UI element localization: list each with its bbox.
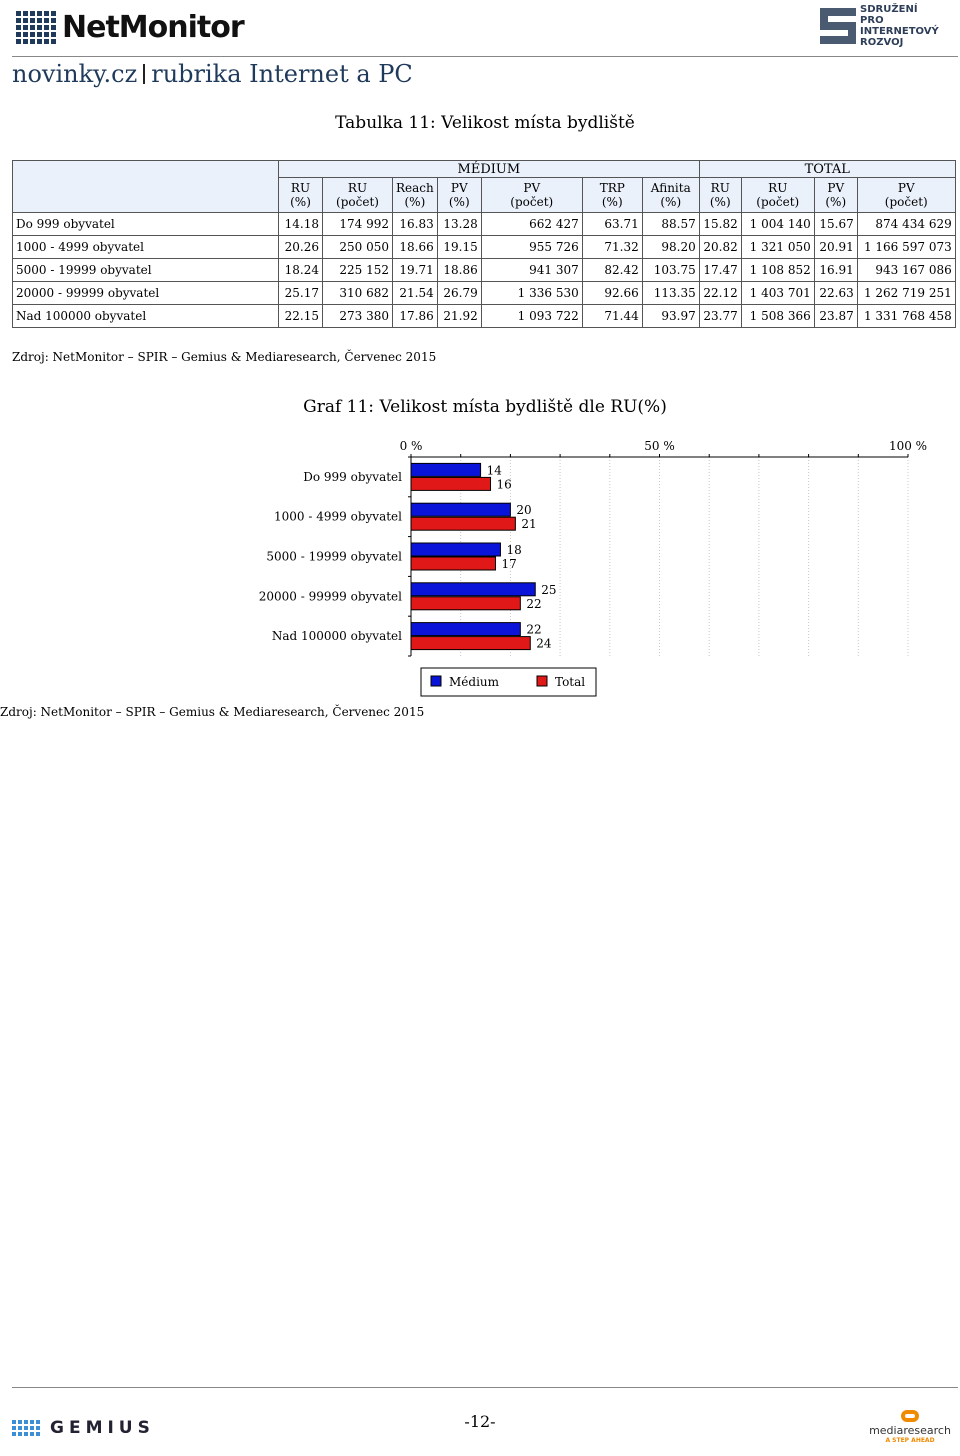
table-cell: 15.82 — [699, 213, 741, 236]
data-label: 14 — [486, 463, 502, 478]
data-label: 24 — [536, 636, 552, 651]
netmonitor-logo — [16, 6, 256, 48]
table-cell: 1 403 701 — [741, 282, 814, 305]
column-header-line: Afinita — [650, 181, 691, 195]
table-cell: 17.47 — [699, 259, 741, 282]
mediaresearch-logo-icon — [901, 1410, 919, 1422]
table-row — [13, 236, 956, 259]
table-cell: 23.87 — [814, 305, 857, 328]
table-cell: 874 434 629 — [857, 213, 955, 236]
column-header-line: (%) — [448, 195, 470, 209]
data-label: 17 — [501, 557, 517, 571]
table-row — [13, 259, 956, 282]
column-header-line: (%) — [290, 195, 311, 209]
table-cell: 225 152 — [323, 259, 393, 282]
bar — [411, 557, 495, 570]
table-cell: 1 093 722 — [481, 305, 582, 328]
data-label: 22 — [526, 622, 542, 637]
column-header-line: (%) — [404, 195, 426, 209]
category-label: 1000 - 4999 obyvatel — [274, 509, 402, 524]
table-body — [13, 213, 956, 328]
column-header-line: PV — [897, 181, 915, 195]
bar — [411, 463, 481, 476]
data-label: 18 — [506, 543, 522, 557]
category-label: 20000 - 99999 obyvatel — [258, 589, 402, 604]
column-header-line: PV — [827, 181, 845, 195]
table-cell: 82.42 — [582, 259, 642, 282]
row-label: Nad 100000 obyvatel — [13, 305, 279, 328]
table-cell: 1 336 530 — [481, 282, 582, 305]
table-cell: 1 004 140 — [741, 213, 814, 236]
table-cell: 22.63 — [814, 282, 857, 305]
footer-divider — [12, 1387, 958, 1388]
column-header-line: PV — [450, 181, 468, 195]
group-header-medium: MÉDIUM — [279, 161, 700, 178]
data-label: 16 — [496, 477, 512, 492]
legend-label: Total — [555, 675, 586, 689]
table-title: Tabulka 11: Velikost místa bydliště — [335, 113, 635, 133]
table-cell: 23.77 — [699, 305, 741, 328]
table-cell: 98.20 — [642, 236, 699, 259]
legend-label: Médium — [449, 675, 500, 689]
table-cell: 18.66 — [393, 236, 438, 259]
table-cell: 18.86 — [437, 259, 481, 282]
table-cell: 662 427 — [481, 213, 582, 236]
table-cell: 88.57 — [642, 213, 699, 236]
table-cell: 17.86 — [393, 305, 438, 328]
table-cell: 19.71 — [393, 259, 438, 282]
bar — [411, 597, 520, 610]
row-label: 20000 - 99999 obyvatel — [13, 282, 279, 305]
row-label: 1000 - 4999 obyvatel — [13, 236, 279, 259]
table-cell: 941 307 — [481, 259, 582, 282]
column-header-line: (%) — [825, 195, 847, 209]
column-header-line: RU — [290, 181, 311, 195]
table-cell: 310 682 — [323, 282, 393, 305]
header-divider — [12, 56, 958, 57]
table-cell: 20.91 — [814, 236, 857, 259]
legend-swatch — [431, 676, 441, 686]
table-row — [13, 213, 956, 236]
x-tick-label: 0 % — [399, 439, 423, 453]
bar — [411, 543, 500, 556]
table-cell: 20.82 — [699, 236, 741, 259]
column-header — [857, 178, 955, 213]
column-header — [741, 178, 814, 213]
bar — [411, 477, 491, 490]
netmonitor-logo-icon — [16, 11, 56, 44]
column-header-line: (počet) — [510, 195, 554, 209]
category-label: Nad 100000 obyvatel — [271, 629, 402, 644]
table-cell: 92.66 — [582, 282, 642, 305]
column-header — [642, 178, 699, 213]
table-cell: 250 050 — [323, 236, 393, 259]
table-cell: 103.75 — [642, 259, 699, 282]
table-cell: 15.67 — [814, 213, 857, 236]
category-label: Do 999 obyvatel — [303, 469, 402, 484]
bar — [411, 637, 530, 650]
mediaresearch-logo-tagline: A STEP AHEAD — [885, 1437, 935, 1444]
table-cell: 1 508 366 — [741, 305, 814, 328]
table-cell: 20.26 — [279, 236, 323, 259]
table-cell: 1 108 852 — [741, 259, 814, 282]
column-header-line: RU — [710, 181, 730, 195]
bar-chart — [0, 430, 960, 700]
table-cell: 13.28 — [437, 213, 481, 236]
data-label: 20 — [516, 503, 532, 518]
row-label: 5000 - 19999 obyvatel — [13, 259, 279, 282]
column-header-line: (%) — [660, 195, 682, 209]
table-source-note: Zdroj: NetMonitor – SPIR – Gemius & Mediaresearch, Červenec 2015 — [12, 350, 437, 364]
column-header-line: RU — [347, 181, 368, 195]
category-label: 5000 - 19999 obyvatel — [266, 549, 402, 564]
mediaresearch-logo-text: mediaresearch — [869, 1424, 951, 1437]
netmonitor-logo-text: NetMonitor — [62, 9, 244, 45]
column-header — [437, 178, 481, 213]
table-cell: 26.79 — [437, 282, 481, 305]
table-cell: 21.92 — [437, 305, 481, 328]
legend-swatch — [537, 676, 547, 686]
column-header-line: Reach — [396, 181, 434, 195]
table-cell: 18.24 — [279, 259, 323, 282]
table-cell: 22.15 — [279, 305, 323, 328]
column-header-line: (%) — [709, 195, 731, 209]
column-header-line: (počet) — [756, 195, 800, 209]
column-header-line: TRP — [599, 181, 625, 195]
table-cell: 93.97 — [642, 305, 699, 328]
table-cell: 19.15 — [437, 236, 481, 259]
bar — [411, 583, 535, 596]
table-cell: 16.83 — [393, 213, 438, 236]
spir-logo — [820, 6, 960, 46]
column-header — [582, 178, 642, 213]
page-subtitle — [12, 60, 413, 88]
column-header-line: (počet) — [336, 195, 379, 209]
chart-source-note: Zdroj: NetMonitor – SPIR – Gemius & Mediaresearch, Červenec 2015 — [0, 705, 425, 719]
column-header — [393, 178, 438, 213]
data-label: 21 — [521, 517, 537, 532]
table-cell: 1 262 719 251 — [857, 282, 955, 305]
group-header-total: TOTAL — [699, 161, 955, 178]
table-cell: 943 167 086 — [857, 259, 955, 282]
column-header-line: RU — [768, 181, 788, 195]
table-cell: 955 726 — [481, 236, 582, 259]
bar — [411, 517, 515, 530]
column-header — [699, 178, 741, 213]
column-header-line: (%) — [601, 195, 623, 209]
table-cell: 1 166 597 073 — [857, 236, 955, 259]
table-row — [13, 305, 956, 328]
column-header — [481, 178, 582, 213]
table-cell: 71.44 — [582, 305, 642, 328]
table-cell: 1 321 050 — [741, 236, 814, 259]
table-cell: 71.32 — [582, 236, 642, 259]
column-header-line: (počet) — [884, 195, 928, 209]
x-tick-label: 100 % — [888, 439, 928, 453]
data-label: 25 — [541, 582, 557, 597]
spir-logo-text: SDRUŽENÍ PRO INTERNETOVÝ ROZVOJ — [860, 4, 939, 48]
table-cell: 273 380 — [323, 305, 393, 328]
bar — [411, 623, 520, 636]
gemius-logo-text: GEMIUS — [50, 1418, 155, 1438]
subtitle-section: rubrika Internet a PC — [151, 60, 413, 88]
data-label: 22 — [526, 596, 542, 611]
chart-title: Graf 11: Velikost místa bydliště dle RU(%) — [303, 397, 667, 417]
page-number: -12- — [464, 1412, 496, 1431]
table-cell: 14.18 — [279, 213, 323, 236]
table-cell: 174 992 — [323, 213, 393, 236]
spir-logo-icon — [820, 8, 854, 44]
column-header — [814, 178, 857, 213]
column-header — [323, 178, 393, 213]
table-cell: 16.91 — [814, 259, 857, 282]
table-row — [13, 282, 956, 305]
table-cell: 21.54 — [393, 282, 438, 305]
bar — [411, 503, 510, 516]
table-cell: 113.35 — [642, 282, 699, 305]
table-cell: 63.71 — [582, 213, 642, 236]
column-header-line: PV — [523, 181, 541, 195]
table-cell: 1 331 768 458 — [857, 305, 955, 328]
table-cell: 25.17 — [279, 282, 323, 305]
subtitle-separator — [143, 64, 145, 84]
table-cell: 22.12 — [699, 282, 741, 305]
column-header — [279, 178, 323, 213]
row-label: Do 999 obyvatel — [13, 213, 279, 236]
data-table — [12, 160, 956, 328]
subtitle-site: novinky.cz — [12, 60, 138, 88]
x-tick-label: 50 % — [644, 439, 675, 453]
table-corner-cell — [13, 161, 279, 213]
mediaresearch-logo — [862, 1410, 958, 1452]
